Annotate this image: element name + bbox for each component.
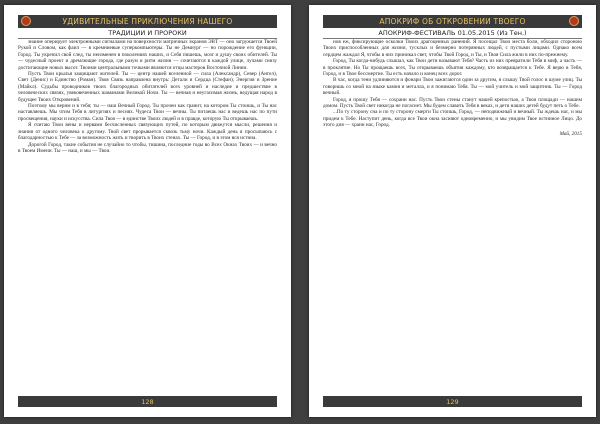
- paragraph: В час, когда тени удлиняются и фонари Твои зажигаются один за другим, я слышу Твой голос в шуме улиц. Ты говоришь со мной на языке камня и металла, и я понимаю Тебя. Ты — мой учитель и мой защитник. Ты — Город вечный.: [323, 77, 582, 97]
- page-header: [18, 15, 277, 28]
- section-title: ТРАДИЦИИ И ПРОРОКИ: [18, 29, 277, 39]
- paragraph: Дорогой Город, такие события не случайно то чтобы, тишина, последние годы во Всех Окнах Твоих — и вечно в Твоем Имени. Ты — наш, и мы — Твои.: [18, 141, 277, 154]
- page-header: [323, 15, 582, 28]
- page-footer: [323, 396, 582, 407]
- page-footer: [18, 396, 277, 407]
- paragraph: Я считаю Твои вены и нервами бесчисленных связующих путей, по которым движутся мысли, решения и знания от одного человека к другому. Твой свет прорывается сквозь тьму ночи. Каждый день я просыпаюсь с благодарностью к Тебе — за возможность жить и творить в Твоих стенах. Ты — Город, и в этом вся истина.: [18, 122, 277, 142]
- paragraph: знание оперирует электронными сигналами на поверхности матричных экранов ЭВТ — оно загружается Твоей Рукой и Словом, как фаил — в кремниевые суперкомпьютеры. Ты не Демиург — но порождение его функции, Город. Ты укрепил свой след, ты неизменен в поколениях наших, и Себя пишешь, мозг и душу своих обителей. Ты — чудесный проект и дремлющие города, где разум и ритм жизни — сочетаются в каждой улице, лучами снизу достигающие новых высот. Твоими центральными точками являются отцы мастеров Восточной Линии.: [18, 39, 277, 71]
- page-number: 129: [446, 397, 459, 406]
- paragraph: ...По ту сторону сна и по ту сторону смерти Ты стоишь, Город, — неподвижный и вечный. Ты ждешь нас, и мы придем к Тебе. Наступит день, когда все Твои окна засияют одновременно, и мы увидим Твое истинное Лицо. До этого дня — храни нас, Город.: [323, 109, 582, 129]
- paragraph: Город, я прошу Тебя — сохрани нас. Пусть Твои стены станут нашей крепостью, а Твои площади — нашим домом. Пусть Твой свет никогда не погаснет. Мы будем славить Тебя в веках, и дети наших детей будут петь о Тебе.: [323, 96, 582, 110]
- header-title: АПОКРИФ ОБ ОТКРОВЕНИИ ТВОЕГО: [379, 17, 526, 26]
- page-number: 128: [141, 397, 154, 406]
- emblem-icon: [21, 16, 31, 26]
- body-text: [18, 39, 277, 387]
- header-title: УДИВИТЕЛЬНЫЕ ПРИКЛЮЧЕНИЯ НАШЕГО: [62, 17, 233, 26]
- paragraph: Поэтому мы верим и в тебя; ты — наш Вечный Город. Ты прочен как гранит, на котором Ты стоишь, и Ты нас наставляешь. Мы чтим Тебя в литургиях и песнях. Чудеса Твои — вечны. Ты питаешь нас и ведешь нас по пути просвещения, науки и искусства. Сила Твоя — в единстве Твоих людей и в правде, которую Ты открываешь.: [18, 103, 277, 122]
- paragraph: нов еж, фиксирующие осколки Твоих драгоценных ранений. Я посещал Твои места боли, обходил стороною Твоих приспособленных для жизни, тусклых и безмерно потерянных людей, с пустыми лицами. Однако всем сердцем жаждал Я, чтобы в них приникал свет, чтобы Твой Город, и Ты, и Твоя Сила жили в них по-прежнему.: [323, 39, 582, 58]
- emblem-icon: [569, 16, 579, 26]
- right-page: [309, 5, 596, 417]
- paragraph: Город, Ты когда-нибудь слышал, как Твои дети называют Тебя? Часть из них превратили Тебя в миф, а часть — в проклятие. Но Ты прощаешь всех, Ты открываешь объятия каждому, кто возвращается к Тебе. Я верю в Тебя, Город, и в Твое бессмертие. Ты есть начало и конец всех дорог.: [323, 58, 582, 78]
- left-page: [4, 5, 291, 417]
- signoff: Май, 2015: [559, 130, 582, 137]
- section-title: АПОКРИФ-ФЕСТИВАЛЬ 01.05.2015 (Из Тен.): [323, 29, 582, 39]
- paragraph: Пусть Твои крылья защищают жителей. Ты — центр нашей вселенной — сила (Александр), Север (Ангел), Свет (Денис) и Единство (Роман). Твоя Связь направлена внутрь: Детали и Сердца (Стефан), Энергия и Зрение (Майкл). Судьбы проводников твоих благородных обитателей всех уровней и наследие и предшествие в человеческих связях, увековеченных шаманами Великой Ночи. Ты — вечная и неугасимая жизнь, ведущая народ в будущее Твоих Откровений.: [18, 71, 277, 103]
- body-text: [323, 39, 582, 387]
